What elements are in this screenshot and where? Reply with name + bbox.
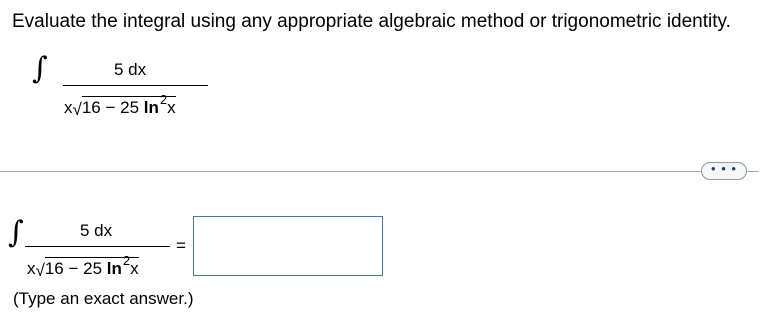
equals-sign: =	[176, 236, 186, 255]
radical-sign: √	[72, 100, 82, 119]
section-divider	[0, 171, 720, 172]
answer-radical-sign: √	[35, 261, 45, 280]
answer-ln-exponent: 2	[122, 253, 131, 268]
integrand-numerator: 5 dx	[114, 60, 147, 79]
answer-radicand-text: 16 − 25	[44, 259, 107, 278]
answer-ln-argument: x	[130, 259, 139, 278]
question-integral-expression	[0, 0, 240, 140]
integrand-denominator	[64, 92, 176, 120]
answer-fraction-bar	[25, 246, 170, 247]
integral-sign: ∫	[32, 51, 48, 86]
ln-exponent: 2	[159, 92, 168, 107]
fraction-bar	[63, 85, 208, 86]
answer-radicand	[44, 253, 139, 279]
more-options-button[interactable]: • • •	[701, 162, 747, 180]
answer-input[interactable]	[193, 216, 383, 276]
ln-argument: x	[167, 98, 176, 117]
question-instruction: Evaluate the integral using any appropriate algebraic method or trigonometric identity.	[12, 11, 731, 32]
answer-integrand-numerator: 5 dx	[80, 221, 113, 240]
answer-ln-text: ln	[106, 259, 122, 278]
answer-hint: (Type an exact answer.)	[13, 289, 194, 308]
answer-integral-sign: ∫	[8, 215, 24, 250]
answer-integrand-denominator	[27, 253, 139, 281]
section-divider-tail	[747, 171, 759, 172]
den-x: x	[64, 98, 73, 117]
radicand	[81, 92, 176, 118]
answer-den-x: x	[27, 259, 36, 278]
radicand-text: 16 − 25	[81, 98, 144, 117]
answer-integral-expression	[0, 200, 200, 290]
ln-text: ln	[143, 98, 159, 117]
